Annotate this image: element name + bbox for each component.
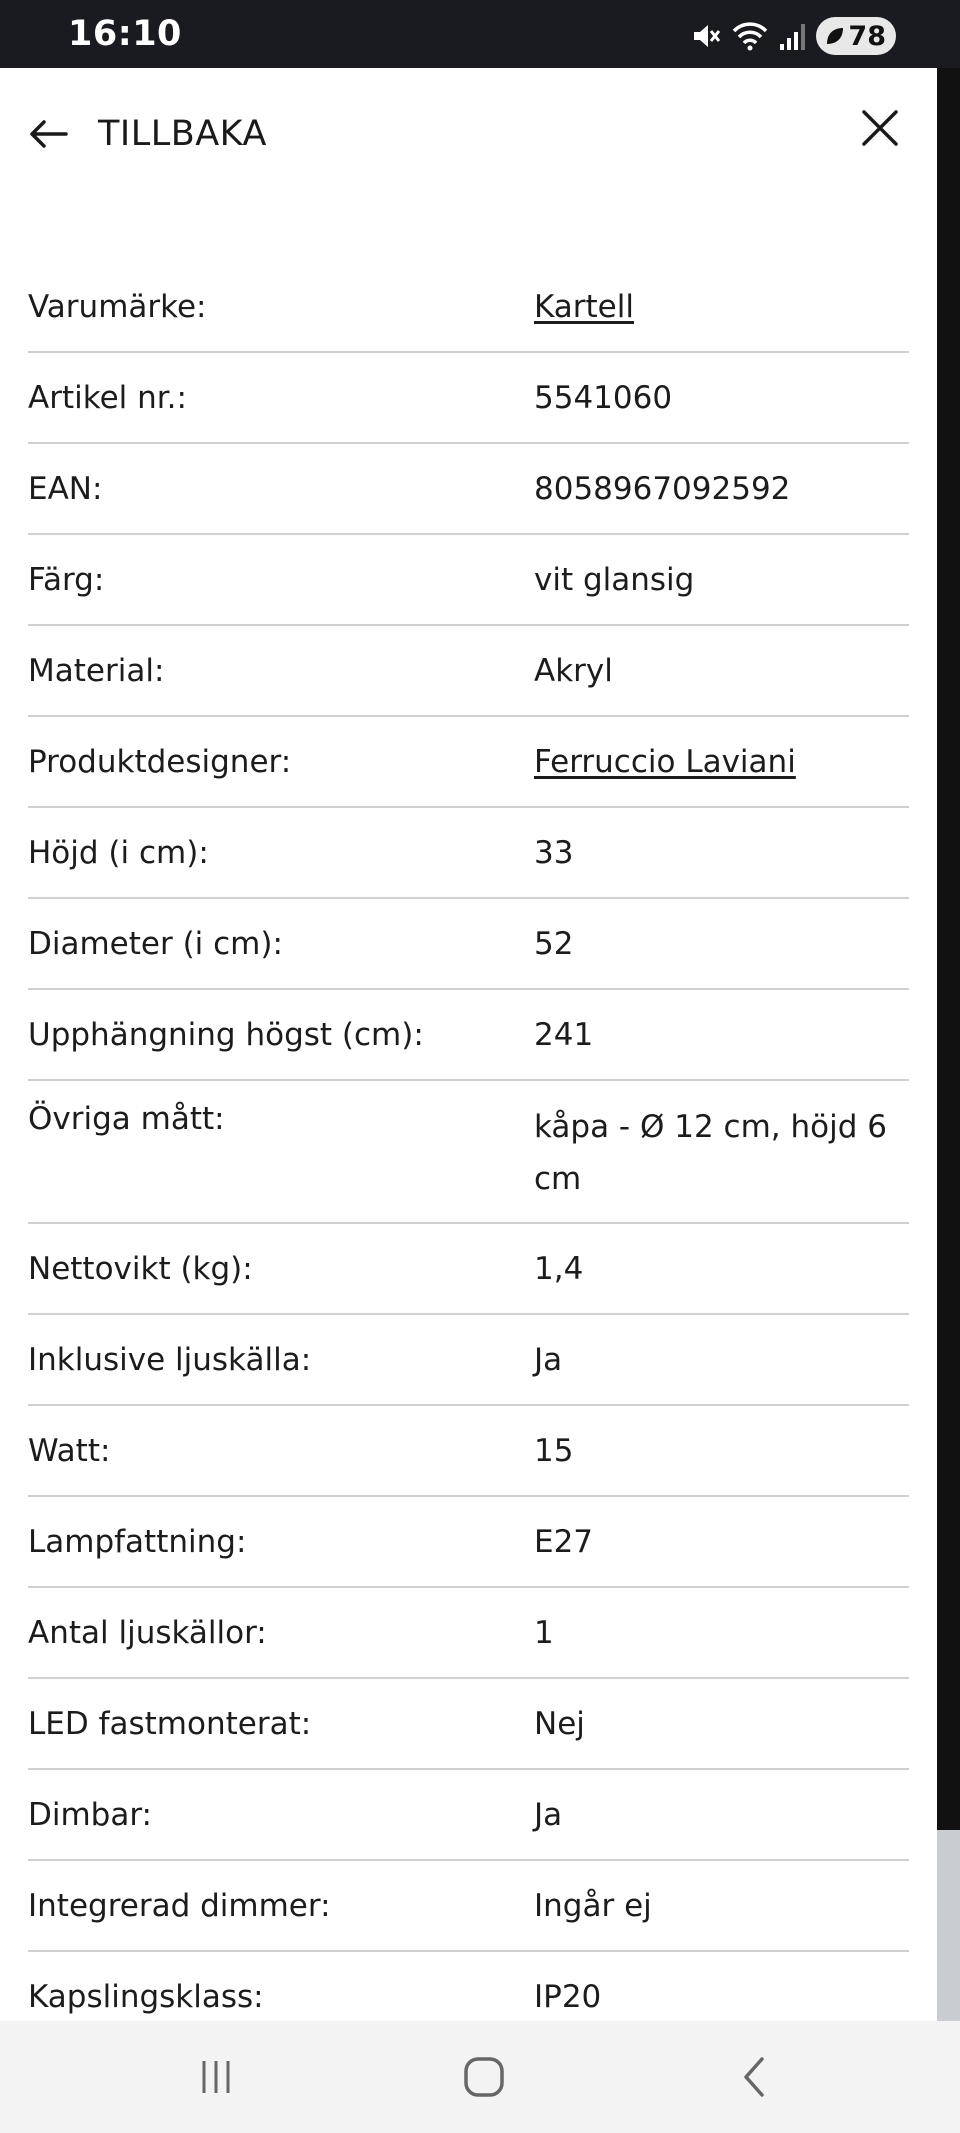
spec-value-container: [534, 372, 909, 424]
spec-label: Nettovikt (kg):: [28, 1250, 253, 1287]
spec-label: Integrerad dimmer:: [28, 1887, 331, 1924]
panel-header: [0, 68, 937, 192]
spec-row: [28, 808, 909, 899]
spec-label: Kapslingsklass:: [28, 1978, 264, 2015]
wifi-icon: [732, 20, 768, 52]
spec-value-container: [534, 1243, 909, 1295]
spec-value-container: [534, 645, 909, 697]
spec-label: Artikel nr.:: [28, 379, 187, 416]
spec-row: [28, 1952, 909, 2021]
spec-row: [28, 626, 909, 717]
spec-label: Varumärke:: [28, 288, 207, 325]
spec-value-link[interactable]: Kartell: [534, 288, 634, 325]
spec-value-container: [534, 1334, 909, 1386]
spec-row: [28, 1861, 909, 1952]
spec-value-container: [534, 736, 909, 788]
scrollbar-thumb[interactable]: [937, 1830, 960, 2021]
spec-row: [28, 899, 909, 990]
home-icon: [462, 2055, 506, 2099]
spec-row: [28, 353, 909, 444]
spec-value-container: [534, 1789, 909, 1841]
spec-row: [28, 1224, 909, 1315]
spec-value: IP20: [534, 1978, 602, 2015]
scrollbar-track[interactable]: [937, 68, 960, 2021]
spec-row: [28, 1406, 909, 1497]
spec-value: vit glansig: [534, 561, 695, 598]
spec-label: Färg:: [28, 561, 105, 598]
spec-value-link[interactable]: Ferruccio Laviani: [534, 743, 796, 780]
spec-value: Ingår ej: [534, 1887, 652, 1924]
spec-value-container: [534, 1698, 909, 1750]
spec-label: Watt:: [28, 1432, 111, 1469]
spec-value-container: [534, 1009, 909, 1061]
spec-value: 5541060: [534, 379, 673, 416]
spec-row: [28, 262, 909, 353]
mute-icon: [690, 20, 722, 52]
spec-row: [28, 535, 909, 626]
battery-level: 78: [848, 20, 886, 52]
system-nav-bar: [0, 2021, 960, 2133]
spec-row: [28, 990, 909, 1081]
signal-icon: [778, 20, 806, 52]
spec-value-container: [534, 281, 909, 333]
spec-value: Nej: [534, 1705, 585, 1742]
spec-table: [28, 262, 909, 2021]
arrow-left-icon: [28, 118, 68, 150]
spec-row: [28, 717, 909, 808]
spec-value: 52: [534, 925, 574, 962]
spec-label: Höjd (i cm):: [28, 834, 209, 871]
spec-row: [28, 1770, 909, 1861]
battery-indicator: [816, 17, 896, 55]
spec-value-container: [534, 827, 909, 879]
spec-value-container: [534, 1516, 909, 1568]
battery-saver-leaf-icon: [824, 25, 846, 47]
spec-label: Material:: [28, 652, 165, 689]
status-bar: [0, 0, 960, 68]
spec-value: Akryl: [534, 652, 613, 689]
spec-label: EAN:: [28, 470, 103, 507]
spec-row: [28, 1315, 909, 1406]
spec-value-container: [534, 918, 909, 970]
status-time: 16:10: [68, 14, 182, 54]
spec-value: 15: [534, 1432, 574, 1469]
recent-apps-button[interactable]: [186, 2051, 246, 2103]
spec-value-container: [534, 1101, 909, 1205]
spec-row: [28, 1679, 909, 1770]
spec-label: LED fastmonterat:: [28, 1705, 312, 1742]
spec-value-container: [534, 1607, 909, 1659]
spec-value: Ja: [534, 1341, 563, 1378]
spec-label: Antal ljuskällor:: [28, 1614, 267, 1651]
spec-row: [28, 444, 909, 535]
spec-value: 33: [534, 834, 574, 871]
spec-value-container: [534, 1880, 909, 1932]
back-label: TILLBAKA: [98, 114, 267, 154]
spec-label: Upphängning högst (cm):: [28, 1016, 424, 1053]
spec-label: Diameter (i cm):: [28, 925, 283, 962]
back-button[interactable]: [28, 108, 267, 160]
spec-value-container: [534, 1425, 909, 1477]
spec-label: Produktdesigner:: [28, 743, 292, 780]
back-icon: [736, 2055, 772, 2099]
nav-back-button[interactable]: [724, 2051, 784, 2103]
spec-row: [28, 1497, 909, 1588]
spec-value: 241: [534, 1016, 594, 1053]
spec-value-container: [534, 1971, 909, 2022]
close-icon: [856, 104, 904, 152]
spec-row: [28, 1081, 909, 1224]
spec-label: Lampfattning:: [28, 1523, 247, 1560]
spec-value: kåpa - Ø 12 cm, höjd 6 cm: [534, 1109, 887, 1197]
recent-apps-icon: [196, 2057, 236, 2097]
home-button[interactable]: [454, 2051, 514, 2103]
spec-value: 1,4: [534, 1250, 584, 1287]
spec-value: 1: [534, 1614, 554, 1651]
spec-label: Inklusive ljuskälla:: [28, 1341, 312, 1378]
spec-value-container: [534, 554, 909, 606]
spec-value: Ja: [534, 1796, 563, 1833]
spec-value: E27: [534, 1523, 594, 1560]
spec-label: Övriga mått:: [28, 1101, 225, 1137]
product-details-panel: [0, 68, 937, 2021]
spec-value-container: [534, 463, 909, 515]
status-icons: [690, 18, 896, 54]
spec-value: 8058967092592: [534, 470, 791, 507]
spec-row: [28, 1588, 909, 1679]
close-button[interactable]: [856, 104, 904, 152]
spec-label: Dimbar:: [28, 1796, 152, 1833]
